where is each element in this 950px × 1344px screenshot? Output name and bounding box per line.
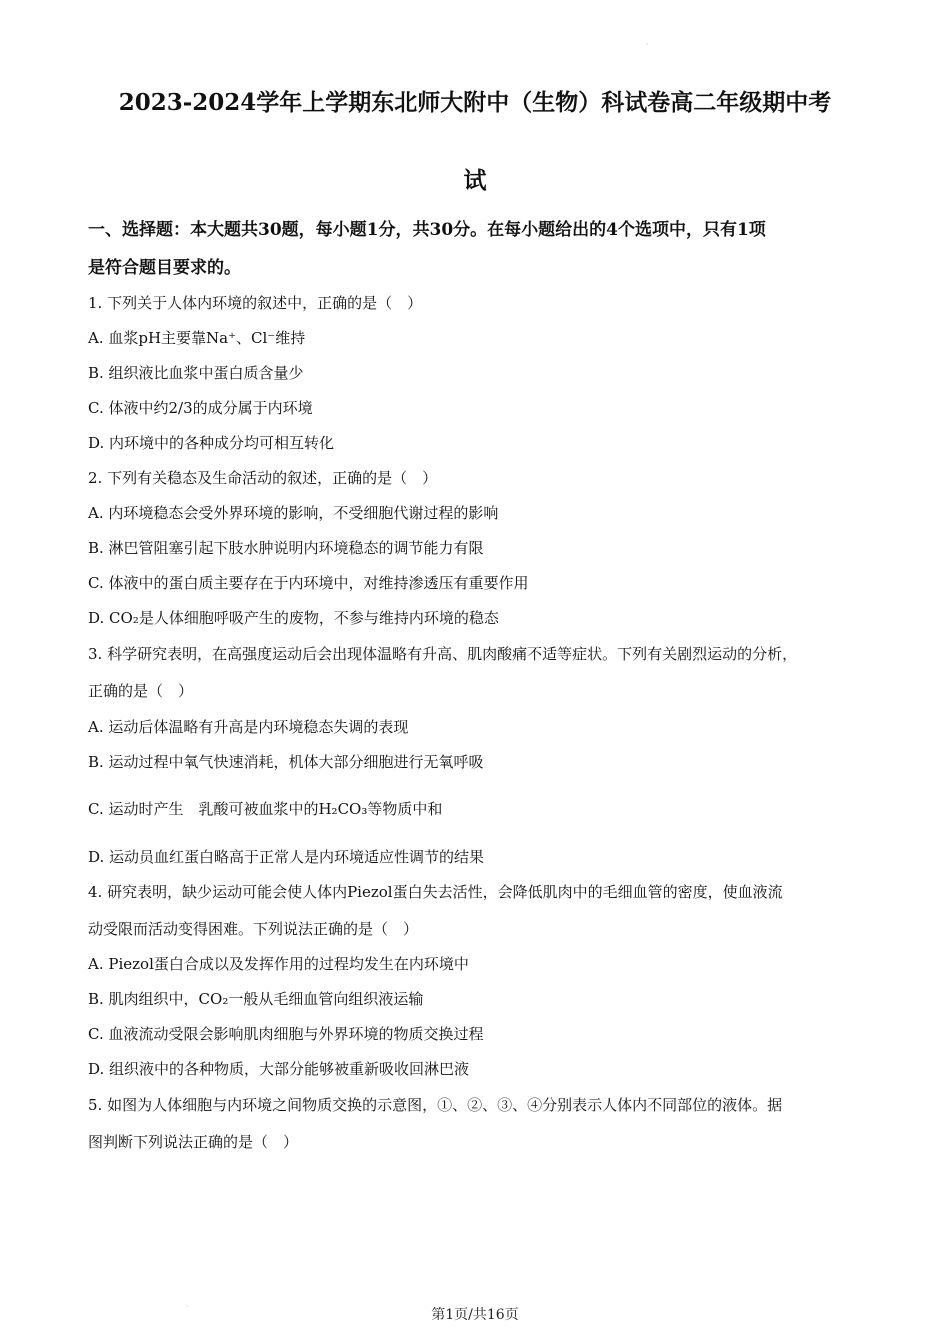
option-line: D. 内环境中的各种成分均可相互转化 bbox=[88, 434, 335, 452]
exam-title-line-1: 2023-2024学年上学期东北师大附中（生物）科试卷高二年级期中考 bbox=[118, 89, 832, 116]
section-heading-line-1: 一、选择题：本大题共30题，每小题1分，共30分。在每小题给出的4个选项中，只有1项 bbox=[88, 220, 766, 240]
section-heading-line-2: 是符合题目要求的。 bbox=[88, 258, 241, 278]
question-line: 4. 研究表明，缺少运动可能会使人体内Piezol蛋白失去活性，会降低肌肉中的毛细血管的密度，使血液流 bbox=[88, 883, 783, 901]
option-line: A. 运动后体温略有升高是内环境稳态失调的表现 bbox=[88, 718, 409, 736]
option-line: B. 组织液比血浆中蛋白质含量少 bbox=[88, 364, 304, 382]
page-number-footer: 第1页/共16页 bbox=[431, 1307, 519, 1323]
option-line: C. 体液中的蛋白质主要存在于内环境中，对维持渗透压有重要作用 bbox=[88, 574, 529, 592]
question-line: 5. 如图为人体细胞与内环境之间物质交换的示意图，①、②、③、④分别表示人体内不同部位的液体。据 bbox=[88, 1096, 783, 1114]
option-line: C. 体液中约2/3的成分属于内环境 bbox=[88, 399, 313, 417]
option-line: D. 组织液中的各种物质，大部分能够被重新吸收回淋巴液 bbox=[88, 1060, 470, 1078]
scan-dot: · bbox=[646, 40, 649, 49]
question-line: 图判断下列说法正确的是（ ） bbox=[88, 1133, 299, 1151]
option-line: D. CO₂是人体细胞呼吸产生的废物，不参与维持内环境的稳态 bbox=[88, 609, 499, 627]
question-line: 1. 下列关于人体内环境的叙述中，正确的是（ ） bbox=[88, 294, 423, 312]
question-line: 正确的是（ ） bbox=[88, 682, 194, 700]
question-line: 动受限而活动变得困难。下列说法正确的是（ ） bbox=[88, 920, 419, 938]
question-line: 2. 下列有关稳态及生命活动的叙述，正确的是（ ） bbox=[88, 469, 438, 487]
option-line: B. 淋巴管阻塞引起下肢水肿说明内环境稳态的调节能力有限 bbox=[88, 539, 484, 557]
option-line: A. 血浆pH主要靠Na⁺、Cl⁻维持 bbox=[88, 329, 306, 347]
option-line: C. 运动时产生 乳酸可被血浆中的H₂CO₃等物质中和 bbox=[88, 800, 443, 818]
option-line: C. 血液流动受限会影响肌肉细胞与外界环境的物质交换过程 bbox=[88, 1025, 484, 1043]
option-line: A. Piezol蛋白合成以及发挥作用的过程均发生在内环境中 bbox=[88, 955, 469, 973]
option-line: D. 运动员血红蛋白略高于正常人是内环境适应性调节的结果 bbox=[88, 848, 485, 866]
option-line: A. 内环境稳态会受外界环境的影响，不受细胞代谢过程的影响 bbox=[88, 504, 499, 522]
question-line: 3. 科学研究表明，在高强度运动后会出现体温略有升高、肌肉酸痛不适等症状。下列有关剧烈运动的分析， bbox=[88, 645, 798, 663]
exam-title-line-2: 试 bbox=[463, 167, 487, 194]
option-line: B. 运动过程中氧气快速消耗，机体大部分细胞进行无氧呼吸 bbox=[88, 753, 484, 771]
scan-dot: · bbox=[186, 1302, 189, 1311]
option-line: B. 肌肉组织中，CO₂一般从毛细血管向组织液运输 bbox=[88, 990, 424, 1008]
